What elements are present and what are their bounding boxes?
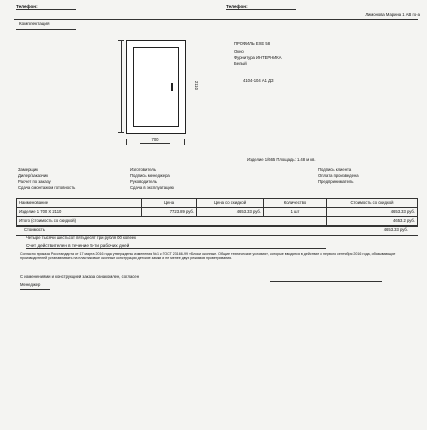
gost-paragraph: Согласно приказа Росстандарта от 17 марта 2016 года утверждены изменения №1 к ГОСТ 23166-99 «Блоки оконные. Общие технические условия», которые вводятся в действие с первого сентября 2016 года, обязывающие производителей устанавливать на пластиковые оконные конструкции детские замки и не менее двух режимов проветривания. [20, 252, 396, 261]
table-header-row [17, 199, 418, 208]
sig-col1-1: Замерщик [18, 167, 39, 172]
header-note: Лимонова Марина 1 АВ го-а [365, 12, 420, 17]
config-line-1: ПРОФИЛЬ ЕХЕ 58 [234, 41, 271, 46]
sig-col2-1: Изготовитель [130, 167, 157, 172]
summary-line: Изделие 1/665 Площадь: 1.48 м кв. [247, 157, 316, 162]
section-title: Комплектация [19, 21, 50, 26]
sig-col3-3: Предприниматель [318, 179, 354, 184]
cell-subtotal-label: Итого (стоимость со скидкой) [17, 217, 327, 226]
height-tick-bottom [118, 132, 124, 133]
acknowledgement-line: С изменениями и конструкцией заказа ознакомлен, согласен [20, 275, 140, 279]
cell-qty: 1 шт [264, 208, 327, 217]
cell-total: 4653.33 руб. [327, 208, 418, 217]
table-row [17, 217, 418, 226]
width-tick-left [126, 139, 127, 145]
total-value: 4653.33 руб. [383, 227, 408, 232]
sig-col2-4: Сдача в эксплуатацию [130, 185, 174, 190]
sig-col2-3: Руководитель [130, 179, 157, 184]
th-price: Цена [142, 199, 197, 208]
th-name: Наименование [17, 199, 142, 208]
validity-note: Счет действителен в течение 5-ти рабочих дней [26, 243, 326, 249]
total-row [16, 226, 418, 236]
sig-col3-2: Оплата произведена [318, 173, 359, 178]
manager-signature-line [20, 289, 50, 290]
sig-col3-1: Подпись клиента [318, 167, 352, 172]
th-total: Стоимость со скидкой [327, 199, 418, 208]
width-label: 700 [140, 138, 170, 144]
manager-label: Менеджер [20, 282, 41, 287]
header-divider [14, 19, 418, 20]
th-qty: Количество [264, 199, 327, 208]
acknowledgement-signature-line [270, 281, 382, 282]
spec-table [16, 198, 418, 226]
window-handle [171, 83, 173, 91]
dims-label: 4104-104 А1 ДЗ [243, 78, 274, 83]
total-label: Стоимость [24, 227, 45, 232]
sig-col1-3: Расчет по заказу [18, 179, 51, 184]
sig-col1-2: Дилер/заказчик [18, 173, 49, 178]
left-phone-label: Телефон: [16, 4, 76, 10]
section-title-underline [16, 29, 76, 30]
sig-col1-4: Сдача смонтажом готовность [18, 185, 76, 190]
width-tick-right [184, 139, 185, 145]
th-discount-price: Цена со скидкой [197, 199, 264, 208]
cell-subtotal-value: 4653.2 руб. [327, 217, 418, 226]
config-line-3: Фурнитура ИНТЕРНИКА [234, 55, 282, 60]
config-line-4: Белый [234, 61, 247, 66]
table-row [17, 208, 418, 217]
sig-col2-2: Подпись менеджера [130, 173, 170, 178]
config-line-2: Окно [234, 49, 244, 54]
cell-name: Изделие 1 700 Х 2110 [17, 208, 142, 217]
height-dimension-line [121, 40, 122, 132]
cell-discount-price: 4653.33 руб. [197, 208, 264, 217]
cell-price: 7723.89 руб. [142, 208, 197, 217]
amount-in-words: Четыре тысячи шестьсот пятьдесят три рубля 00 копеек [26, 236, 136, 240]
height-label: 2110 [193, 80, 199, 90]
right-phone-label: Телефон: [226, 4, 296, 10]
